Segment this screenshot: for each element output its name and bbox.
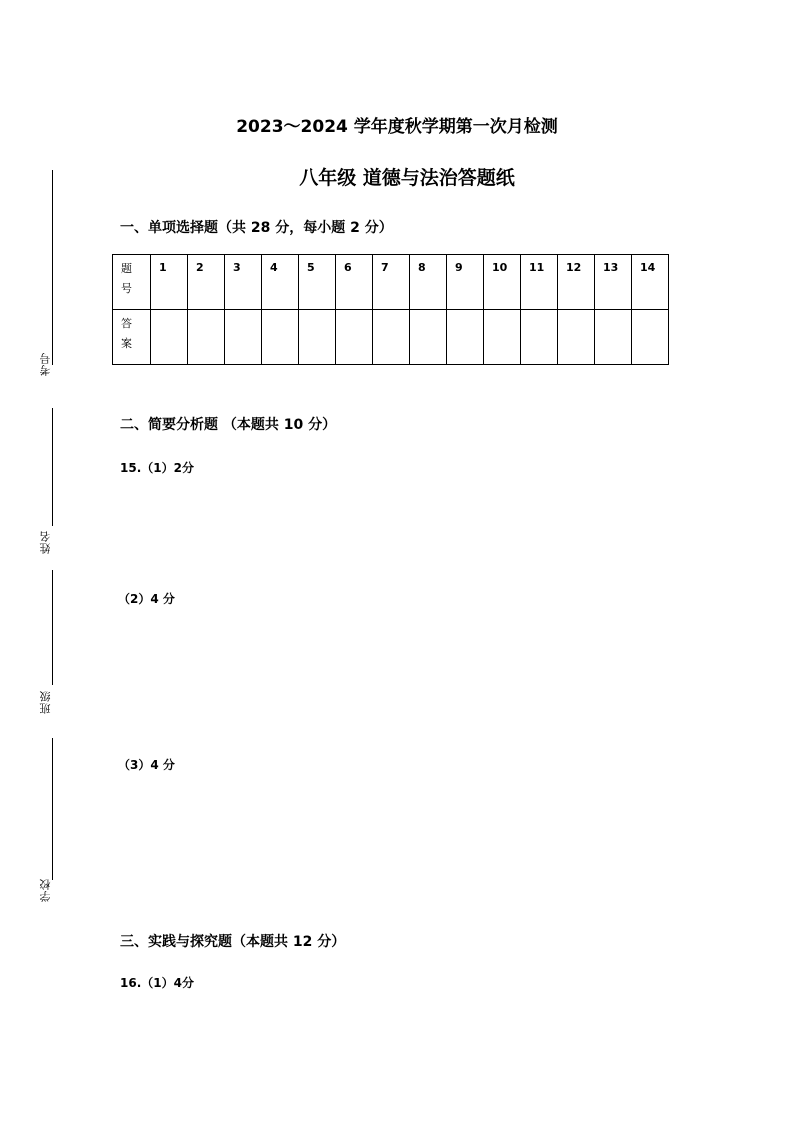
answer-cell[interactable] (558, 310, 595, 365)
number-cell: 1 (151, 255, 188, 310)
answer-cell[interactable] (595, 310, 632, 365)
number-cell: 13 (595, 255, 632, 310)
answer-cell[interactable] (299, 310, 336, 365)
number-cell: 3 (225, 255, 262, 310)
number-cell: 10 (484, 255, 521, 310)
answer-cell[interactable] (188, 310, 225, 365)
answer-cell[interactable] (484, 310, 521, 365)
question-15-2-label: （2）4 分 (118, 592, 175, 606)
table-row-answers (113, 310, 669, 365)
answer-cell[interactable] (447, 310, 484, 365)
binding-line-1 (52, 170, 53, 365)
answer-cell[interactable] (410, 310, 447, 365)
margin-label-exam-number: 考号 (39, 352, 52, 376)
answer-cell[interactable] (336, 310, 373, 365)
answer-cell[interactable] (632, 310, 669, 365)
number-cell: 11 (521, 255, 558, 310)
margin-label-class: 班级 (39, 690, 52, 714)
binding-line-4 (52, 738, 53, 880)
number-cell: 4 (262, 255, 299, 310)
page-title: 2023～2024 学年度秋学期第一次月检测 (236, 117, 558, 137)
section3-heading: 三、实践与探究题（本题共 12 分） (120, 934, 346, 950)
table-row-numbers (113, 255, 669, 310)
page-subtitle: 八年级 道德与法治答题纸 (299, 167, 515, 189)
number-cell: 6 (336, 255, 373, 310)
section1-heading: 一、单项选择题（共 28 分，每小题 2 分） (120, 220, 393, 236)
answer-cell[interactable] (225, 310, 262, 365)
answer-cell[interactable] (373, 310, 410, 365)
section2-heading: 二、简要分析题 （本题共 10 分） (120, 417, 337, 433)
number-cell: 12 (558, 255, 595, 310)
margin-label-school: 学校 (39, 878, 52, 902)
number-cell: 5 (299, 255, 336, 310)
binding-line-2 (52, 408, 53, 526)
question-15-1-label: 15.（1）2分 (120, 461, 194, 475)
row-label-answer: 答案 (113, 310, 151, 365)
binding-line-3 (52, 570, 53, 685)
number-cell: 2 (188, 255, 225, 310)
answer-cell[interactable] (262, 310, 299, 365)
answer-cell[interactable] (151, 310, 188, 365)
number-cell: 9 (447, 255, 484, 310)
number-cell: 14 (632, 255, 669, 310)
number-cell: 7 (373, 255, 410, 310)
number-cell: 8 (410, 255, 447, 310)
answer-table (112, 254, 669, 365)
question-16-1-label: 16.（1）4分 (120, 976, 194, 990)
margin-label-name: 姓名 (39, 530, 52, 554)
row-label-number: 题号 (113, 255, 151, 310)
question-15-3-label: （3）4 分 (118, 758, 175, 772)
answer-cell[interactable] (521, 310, 558, 365)
